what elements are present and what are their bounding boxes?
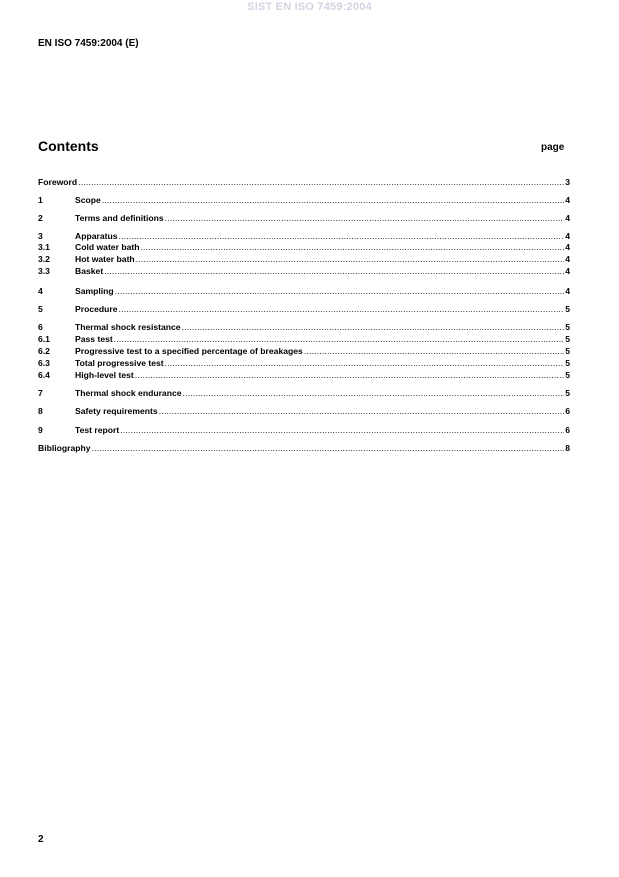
toc-entry-pass-test[interactable]	[38, 334, 570, 345]
toc-title: Safety requirements	[75, 406, 158, 416]
toc-leader	[136, 254, 565, 265]
toc-entry-safety-requirements[interactable]	[38, 406, 570, 417]
toc-number: 1	[38, 195, 43, 205]
toc-number: 5	[38, 304, 43, 314]
toc-page: 6	[565, 406, 570, 416]
toc-number: 6.3	[38, 358, 50, 368]
toc-page: 5	[565, 334, 570, 344]
toc-page: 5	[565, 358, 570, 368]
toc-leader	[140, 242, 564, 253]
toc-leader	[165, 213, 565, 224]
toc-page: 4	[565, 254, 570, 264]
toc-title: Progressive test to a specified percentage of breakages	[75, 346, 303, 356]
toc-title: Bibliography	[38, 443, 91, 453]
toc-entry-thermal-shock-resistance[interactable]	[38, 322, 570, 333]
toc-page: 8	[565, 443, 570, 453]
toc-leader	[120, 425, 564, 436]
watermark: SIST EN ISO 7459:2004	[247, 1, 372, 13]
toc-leader	[78, 177, 564, 188]
toc-leader	[182, 322, 565, 333]
toc-leader	[92, 443, 565, 454]
toc-number: 4	[38, 286, 43, 296]
toc-title: High-level test	[75, 370, 134, 380]
toc-title: Test report	[75, 425, 120, 435]
toc-title: Scope	[75, 195, 101, 205]
toc-page: 4	[565, 242, 570, 252]
toc-number: 3.1	[38, 242, 50, 252]
toc-title: Foreword	[38, 177, 78, 187]
toc-entry-progressive-test[interactable]	[38, 346, 570, 357]
toc-page: 5	[565, 322, 570, 332]
toc-leader	[304, 346, 564, 357]
toc-leader	[114, 334, 564, 345]
toc-leader	[115, 286, 565, 297]
toc-title: Hot water bath	[75, 254, 135, 264]
toc-number: 6	[38, 322, 43, 332]
toc-number: 6.2	[38, 346, 50, 356]
toc-page: 5	[565, 370, 570, 380]
toc-number: 7	[38, 388, 43, 398]
toc-number: 8	[38, 406, 43, 416]
toc-page: 5	[565, 304, 570, 314]
toc-entry-sampling[interactable]	[38, 286, 570, 297]
toc-number: 3	[38, 231, 43, 241]
toc-title: Thermal shock resistance	[75, 322, 181, 332]
toc-entry-cold-water-bath[interactable]	[38, 242, 570, 253]
toc-entry-scope[interactable]	[38, 195, 570, 206]
toc-page: 3	[565, 177, 570, 187]
toc-leader	[119, 231, 565, 242]
toc-number: 6.1	[38, 334, 50, 344]
toc-leader	[183, 388, 565, 399]
toc-page: 4	[565, 213, 570, 223]
toc-entry-basket[interactable]	[38, 266, 570, 277]
toc-title: Total progressive test	[75, 358, 164, 368]
toc-entry-total-progressive-test[interactable]	[38, 358, 570, 369]
toc-page: 5	[565, 346, 570, 356]
toc-page: 4	[565, 231, 570, 241]
page-number: 2	[38, 834, 44, 845]
toc-entry-high-level-test[interactable]	[38, 370, 570, 381]
toc-entry-terms-and-definitions[interactable]	[38, 213, 570, 224]
toc-page: 4	[565, 195, 570, 205]
toc-leader	[104, 266, 564, 277]
toc-title: Thermal shock endurance	[75, 388, 182, 398]
toc-entry-procedure[interactable]	[38, 304, 570, 315]
toc-leader	[119, 304, 565, 315]
toc-number: 3.3	[38, 266, 50, 276]
toc-entry-test-report[interactable]	[38, 425, 570, 436]
toc-number: 6.4	[38, 370, 50, 380]
toc-number: 3.2	[38, 254, 50, 264]
toc-entry-foreword[interactable]	[38, 177, 570, 188]
toc-title: Procedure	[75, 304, 118, 314]
toc-number: 9	[38, 425, 43, 435]
toc-title: Terms and definitions	[75, 213, 164, 223]
toc-title: Pass test	[75, 334, 113, 344]
toc-leader	[159, 406, 565, 417]
toc-leader	[135, 370, 564, 381]
toc-page: 4	[565, 286, 570, 296]
toc-title: Sampling	[75, 286, 114, 296]
toc-title: Cold water bath	[75, 242, 140, 252]
toc-leader	[102, 195, 564, 206]
contents-title: Contents	[38, 138, 99, 154]
toc-page: 4	[565, 266, 570, 276]
toc-number: 2	[38, 213, 43, 223]
toc-entry-hot-water-bath[interactable]	[38, 254, 570, 265]
toc-title: Apparatus	[75, 231, 118, 241]
toc-page: 5	[565, 388, 570, 398]
toc-title: Basket	[75, 266, 104, 276]
toc-entry-thermal-shock-endurance[interactable]	[38, 388, 570, 399]
toc-leader	[165, 358, 565, 369]
page-column-label: page	[541, 142, 565, 153]
toc-entry-bibliography[interactable]	[38, 443, 570, 454]
document-id: EN ISO 7459:2004 (E)	[38, 38, 139, 49]
toc-entry-apparatus[interactable]	[38, 231, 570, 242]
toc-page: 6	[565, 425, 570, 435]
